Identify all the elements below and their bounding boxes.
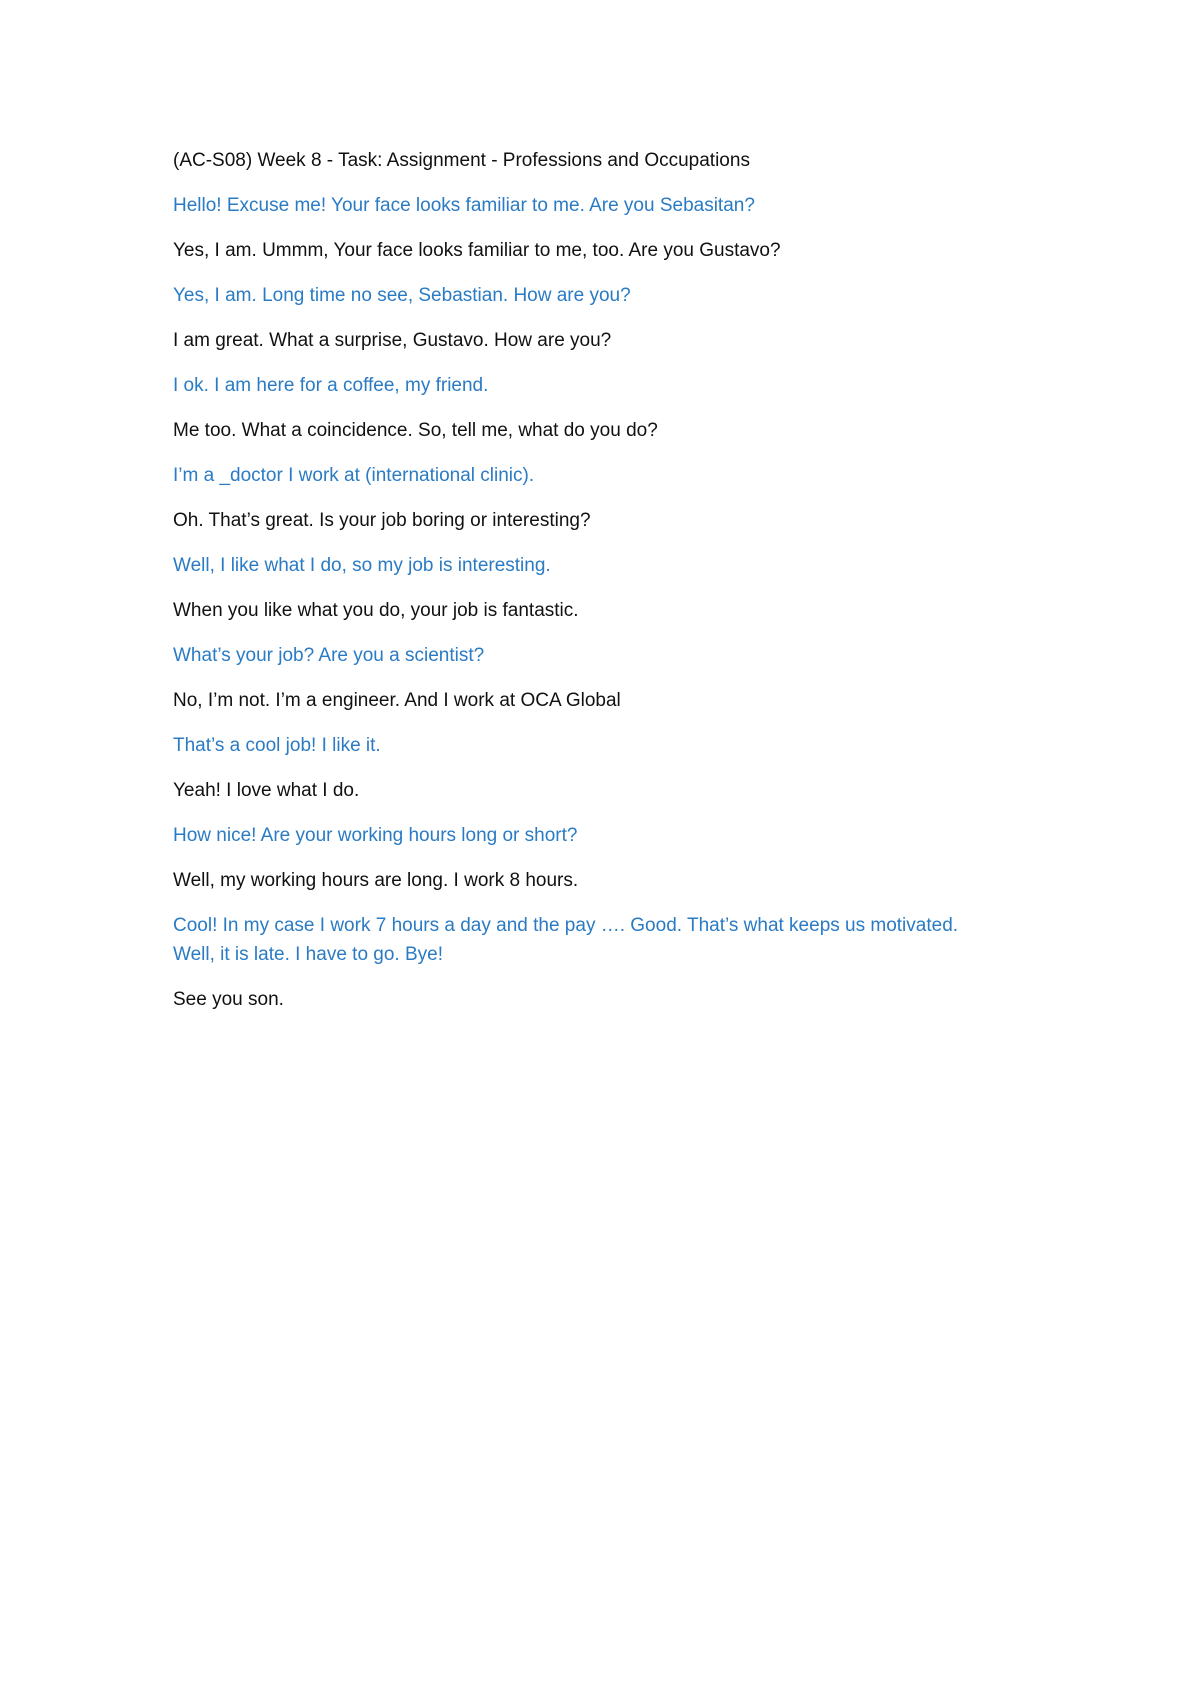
document-body [173, 146, 1073, 1030]
dialogue-line: I’m a _doctor I work at (international clinic). [173, 465, 535, 486]
dialogue-line: Well, I like what I do, so my job is interesting. [173, 555, 551, 576]
dialogue-line: Yes, I am. Long time no see, Sebastian. How are you? [173, 285, 631, 306]
dialogue-line: Me too. What a coincidence. So, tell me, what do you do? [173, 420, 658, 441]
dialogue-line: When you like what you do, your job is fantastic. [173, 600, 579, 621]
dialogue-line: That’s a cool job! I like it. [173, 735, 381, 756]
dialogue-line: Oh. That’s great. Is your job boring or interesting? [173, 510, 591, 531]
dialogue-line: Yes, I am. Ummm, Your face looks familiar to me, too. Are you Gustavo? [173, 240, 781, 261]
dialogue-line: How nice! Are your working hours long or short? [173, 825, 578, 846]
dialogue-line-part: Well, it is late. I have to go. Bye! [173, 944, 443, 965]
dialogue-line: Well, my working hours are long. I work 8 hours. [173, 870, 579, 891]
document-title: (AC-S08) Week 8 - Task: Assignment - Professions and Occupations [173, 150, 750, 171]
dialogue-line [173, 911, 1073, 969]
dialogue-line: I am great. What a surprise, Gustavo. How are you? [173, 330, 612, 351]
dialogue-line-part: Cool! In my case I work 7 hours a day and the pay …. Good. That’s what keeps us motivated. [173, 915, 959, 936]
dialogue-line: No, I’m not. I’m a engineer. And I work at OCA Global [173, 690, 621, 711]
dialogue-line: I ok. I am here for a coffee, my friend. [173, 375, 489, 396]
dialogue-line: What’s your job? Are you a scientist? [173, 645, 485, 666]
dialogue-line: Hello! Excuse me! Your face looks familiar to me. Are you Sebasitan? [173, 195, 755, 216]
dialogue-line: Yeah! I love what I do. [173, 780, 360, 801]
dialogue-line: See you son. [173, 989, 284, 1010]
